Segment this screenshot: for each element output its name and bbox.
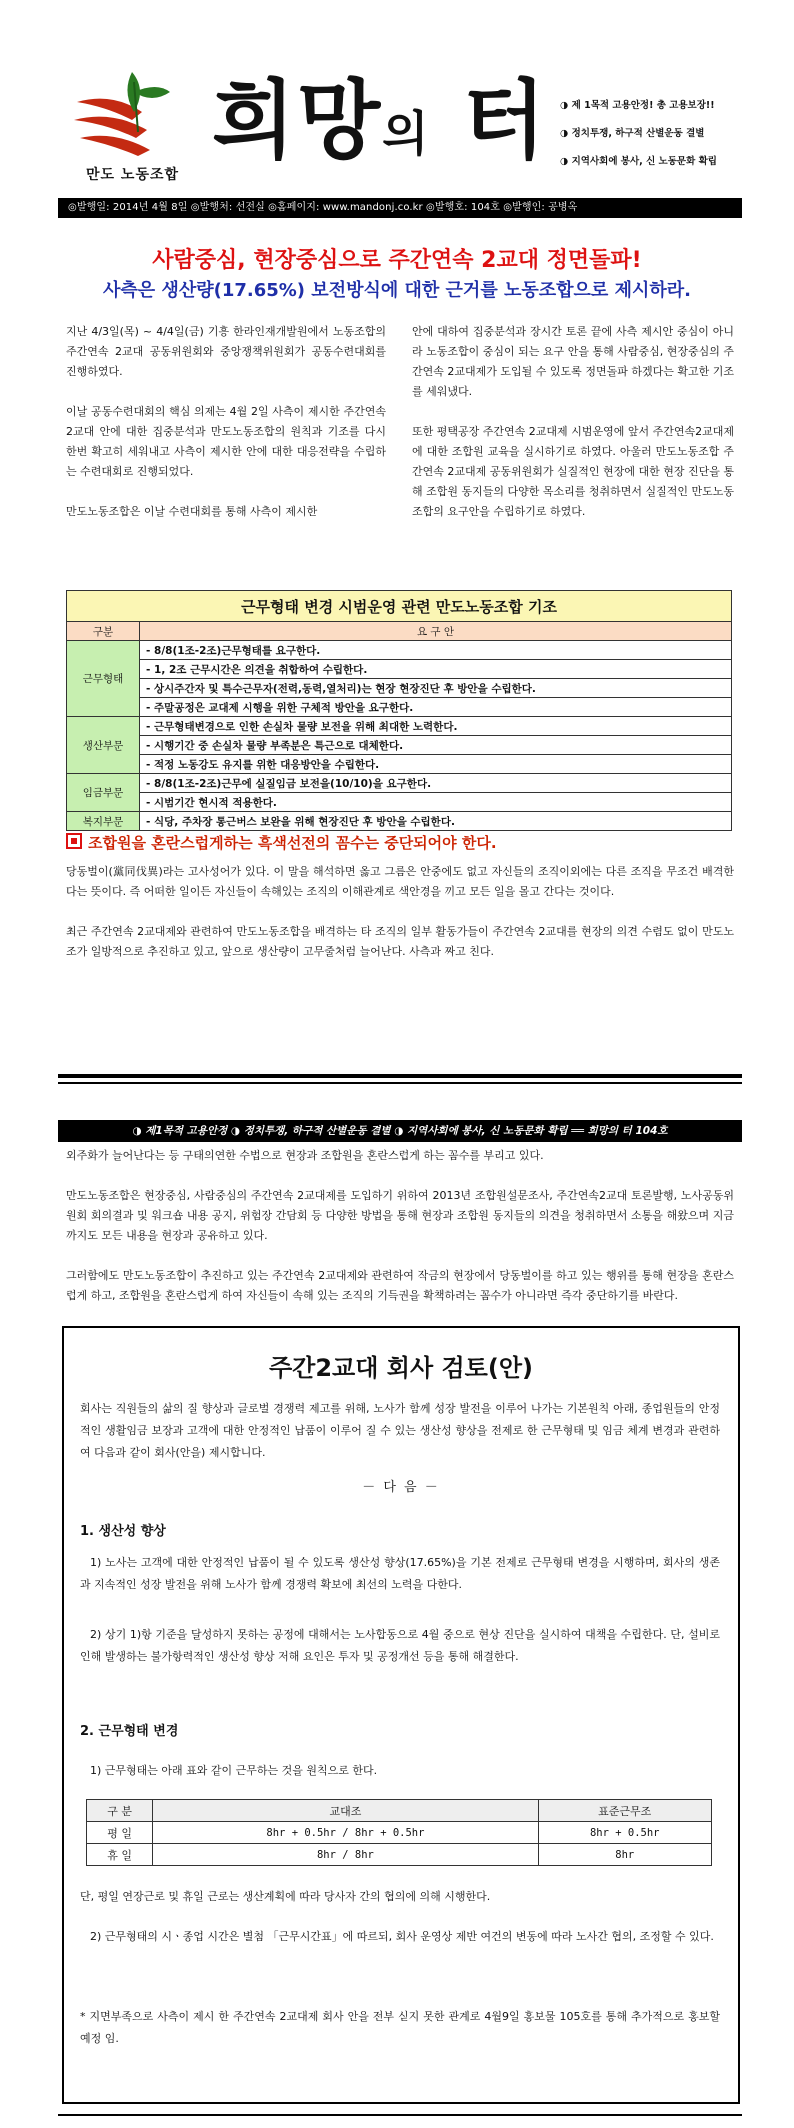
paragraph: 지난 4/3일(목) ~ 4/4일(금) 기흥 한라인재개발원에서 노동조합의 주간연속 2교대 공동위원회와 중앙쟁책위원회가 공동수련대회를 진행하였다. bbox=[66, 325, 386, 378]
table-row: - 식당, 주차장 통근버스 보완을 위해 현장진단 후 방안을 수립한다. bbox=[140, 812, 732, 831]
table-row: - 1, 2조 근무시간은 의견을 취합하여 수립한다. bbox=[140, 660, 732, 679]
slogan-list bbox=[560, 92, 717, 176]
paragraph: 그러함에도 만도노동조합이 추진하고 있는 주간연속 2교대제와 관련하여 작금의 현장에서 당동벌이를 하고 있는 행위를 통해 현장을 혼란스럽게 하고, 조합원을 혼란스럽게 하여 자신들이 속해 있는 조직의 기득권을 확책하려는 꼼수가 아니라면 즉각 중단하기를 바란다. bbox=[66, 1269, 734, 1302]
table-row: - 상시주간자 및 특수근무자(전력,동력,열처리)는 현장 현장진단 후 방안을 수립한다. bbox=[140, 679, 732, 698]
table-row: - 시범기간 현시적 적용한다. bbox=[140, 793, 732, 812]
section-body bbox=[66, 862, 734, 982]
divider-label: － 다 음 － bbox=[362, 1480, 440, 1495]
union-policy-table bbox=[66, 590, 732, 831]
column-header: 교대조 bbox=[153, 1800, 538, 1822]
paragraph: 1) 노사는 고객에 대한 안정적인 납품이 될 수 있도록 생산성 향상(17.65%)을 기본 전제로 근무형태 변경을 시행하며, 회사의 생존과 지속적인 성장 발전을 위해 노사가 함께 경쟁력 확보에 최선의 노력을 다한다. bbox=[80, 1556, 720, 1591]
table-row: - 시행기간 중 손실차 물량 부족분은 특근으로 대체한다. bbox=[140, 736, 732, 755]
section-title: 2. 근무형태 변경 bbox=[80, 1724, 179, 1739]
category-cell: 근무형태 bbox=[67, 641, 140, 717]
slogan-item: ◑ 정치투쟁, 하구적 산별운동 결별 bbox=[560, 120, 717, 148]
column-header: 구분 bbox=[67, 622, 140, 641]
subheadline: 사측은 생산량(17.65%) 보전방식에 대한 근거를 노동조합으로 제시하라. bbox=[103, 280, 691, 301]
table-row: - 적정 노동강도 유지를 위한 대응방안을 수립한다. bbox=[140, 755, 732, 774]
category-cell: 생산부문 bbox=[67, 717, 140, 774]
paragraph: 만도노동조합은 현장중심, 사람중심의 주간연속 2교대제를 도입하기 위하여 2013년 조합원설문조사, 주간연속2교대 토론발행, 노사공동위원회 회의결과 및 워크숍 내용 공지, 위험장 간담회 등 다양한 방법을 통해 현장과 조합원 동지들의 의견을 청취하면서 소통을 해왔으며 지금까지도 모든 내용을 현장과 공유하고 있다. bbox=[66, 1189, 734, 1242]
paragraph: 1) 근무형태는 아래 표와 같이 근무하는 것을 원칙으로 한다. bbox=[90, 1764, 378, 1777]
paragraph: 당동벌이(黨同伐異)라는 고사성어가 있다. 이 말을 해석하면 옳고 그름은 안중에도 없고 자신들의 조직이외에는 다른 조직을 무조건 배격한다는 뜻이다. 즉 어떠한 일이든 자신들이 속해있는 조직의 이해관계로 색안경을 끼고 모든 일을 몰고 간다는 것이다. bbox=[66, 865, 734, 898]
section-heading: 조합원을 혼란스럽게하는 흑색선전의 꼼수는 중단되어야 한다. bbox=[66, 832, 497, 853]
table-row: - 근무형태변경으로 인한 손실차 물량 보전을 위해 최대한 노력한다. bbox=[140, 717, 732, 736]
table-row: - 8/8(1조-2조)근무에 실질임금 보전을(10/10)을 요구한다. bbox=[140, 774, 732, 793]
proposal-title: 주간2교대 회사 검토(안) bbox=[268, 1354, 533, 1382]
divider bbox=[58, 1074, 742, 1078]
paragraph: 또한 평택공장 주간연속 2교대제 시범운영에 앞서 주간연속2교대제에 대한 조합원 교육을 실시하기로 하였다. 아울러 만도노동조합 주간연속 2교대제 공동위원회가 실질적인 현장에 대한 현장 진단을 통해 조합원 동지들의 다양한 목소리를 청취하면서 실질적인 만도노동조합의 요구안을 수립하기로 하였다. bbox=[412, 425, 735, 518]
table-caption: 근무형태 변경 시범운영 관련 만도노동조합 기조 bbox=[67, 591, 732, 622]
column-header: 표준근무조 bbox=[538, 1800, 712, 1822]
paragraph: 2) 상기 1)항 기준을 달성하지 못하는 공정에 대해서는 노사합동으로 4월 중으로 현상 진단을 실시하여 대책을 수립한다. 단, 설비로 인해 발생하는 불가항력적인 생산성 향상 저해 요인은 투자 및 공정개선 등을 통해 해결한다. bbox=[80, 1628, 720, 1663]
paragraph: 이날 공동수련대회의 핵심 의제는 4월 2일 사측이 제시한 주간연속 2교대 안에 대한 집중분석과 만도노동조합의 원칙과 기조를 다시 한번 확고히 세워내고 사측이 제시한 안에 대한 대응전략을 수립하는 수련대회로 진행되었다. bbox=[66, 405, 386, 478]
table-row: - 8/8(1조-2조)근무형태를 요구한다. bbox=[140, 641, 732, 660]
slogan-item: ◑ 제 1목적 고용안정! 총 고용보장!! bbox=[560, 92, 717, 120]
page-header-bar: ◑ 제1목적 고용안정 ◑ 정치투쟁, 하구적 산별운동 결별 ◑ 지역사회에 봉사, 신 노동문화 확립 ══ 희망의 터 104호 bbox=[58, 1120, 742, 1142]
column-header: 요 구 안 bbox=[140, 622, 732, 641]
divider bbox=[58, 2114, 742, 2116]
paragraph: 2) 근무형태의 시ㆍ종업 시간은 별첨 「근무시간표」에 따르되, 회사 운영상 제반 여건의 변동에 따라 노사간 협의, 조정할 수 있다. bbox=[90, 1930, 714, 1943]
slogan-item: ◑ 지역사회에 봉사, 신 노동문화 확립 bbox=[560, 148, 717, 176]
section-title: 1. 생산성 향상 bbox=[80, 1524, 166, 1539]
paragraph: 만도노동조합은 이날 수련대회를 통해 사측이 제시한 bbox=[66, 505, 318, 518]
square-bullet-icon bbox=[66, 833, 82, 849]
category-cell: 임금부문 bbox=[67, 774, 140, 812]
publication-info-bar: ◎발행일: 2014년 4월 8일 ◎발행처: 선전실 ◎홈페이지: www.mandonj.co.kr ◎발행호: 104호 ◎발행인: 공병옥 bbox=[58, 198, 742, 218]
newsletter-title: 희망의 터 bbox=[212, 70, 548, 171]
divider bbox=[58, 1082, 742, 1084]
paragraph: 안에 대하여 집중분석과 장시간 토론 끝에 사측 제시안 중심이 아니라 노동조합이 중심이 되는 요구 안을 통해 사람중심, 현장중심의 주간연속 2교대제가 도입될 수 있도록 정면돌파 하겠다는 확고한 기조를 세워냈다. bbox=[412, 325, 734, 398]
paragraph: 외주화가 늘어난다는 등 구태의연한 수법으로 현장과 조합원을 혼란스럽게 하는 꼼수를 부리고 있다. bbox=[66, 1149, 544, 1162]
intro-left-column bbox=[66, 322, 386, 542]
table-row: 휴 일 8hr / 8hr 8hr bbox=[87, 1844, 712, 1866]
table-row: 평 일 8hr + 0.5hr / 8hr + 0.5hr 8hr + 0.5hr bbox=[87, 1822, 712, 1844]
headline: 사람중심, 현장중심으로 주간연속 2교대 정면돌파! bbox=[152, 248, 642, 273]
paragraph: 최근 주간연속 2교대제와 관련하여 만도노동조합을 배격하는 타 조직의 일부 활동가들이 주간연속 2교대를 현장의 의견 수렴도 없이 만도노조가 일방적으로 추진하고 있고, 앞으로 생산량이 고무줄처럼 늘어난다. 사측과 짜고 친다. bbox=[66, 925, 734, 958]
column-header: 구 분 bbox=[87, 1800, 153, 1822]
org-name: 만도 노동조합 bbox=[86, 167, 180, 183]
union-logo bbox=[72, 62, 182, 172]
work-schedule-table bbox=[86, 1799, 712, 1866]
footnote: * 지면부족으로 사측이 제시 한 주간연속 2교대제 회사 안을 전부 싣지 못한 관계로 4월9일 홍보물 105호를 통해 추가적으로 홍보할 예정 임. bbox=[80, 2010, 720, 2045]
paragraph: 단, 평일 연장근로 및 휴일 근로는 생산계획에 따라 당사자 간의 협의에 의해 시행한다. bbox=[80, 1890, 491, 1903]
proposal-intro: 회사는 직원들의 삶의 질 향상과 글로벌 경쟁력 제고를 위해, 노사가 함께 성장 발전을 이루어 나가는 기본원칙 아래, 종업원들의 안정적인 생활임금 보장과 고객에 대한 안정적인 납품이 이루어 질 수 있는 생산성 향상을 전제로 한 근무형태 및 임금 체계 변경과 관련하여 다음과 같이 회사(안을) 제시합니다. bbox=[80, 1402, 720, 1459]
table-row: - 주말공정은 교대제 시행을 위한 구체적 방안을 요구한다. bbox=[140, 698, 732, 717]
intro-right-column bbox=[412, 322, 734, 542]
page2-body bbox=[66, 1146, 734, 1326]
category-cell: 복지부문 bbox=[67, 812, 140, 831]
